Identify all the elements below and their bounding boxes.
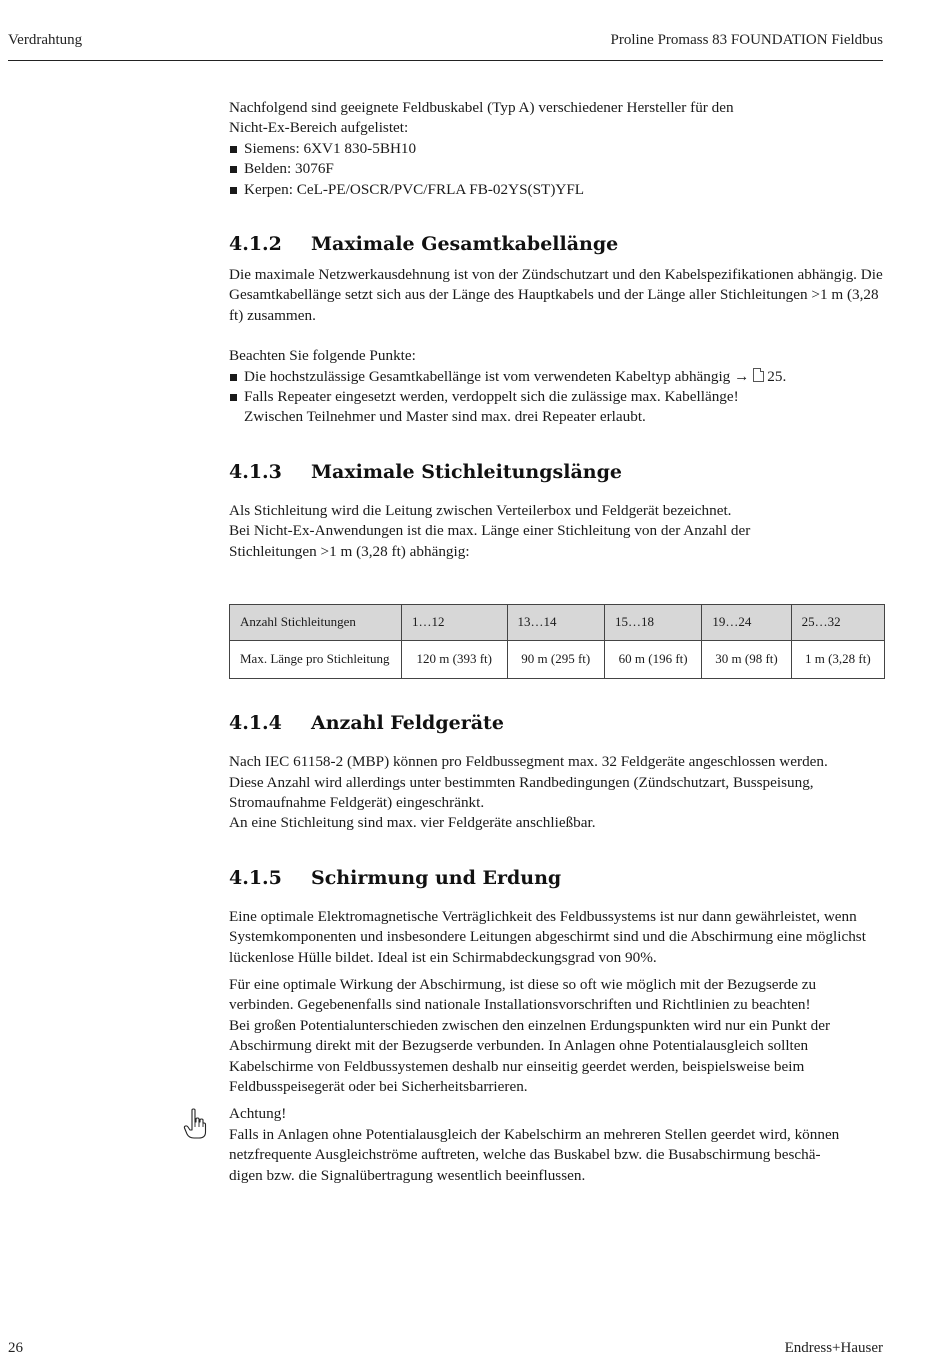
cable-manufacturer-list <box>229 139 889 200</box>
page-header <box>8 32 883 61</box>
paragraph-line: Kabelschirme von Feldbussystemen deshalb nur einseitig geerdet werden, beispielsweise beim <box>229 1057 805 1075</box>
table-row <box>230 641 885 679</box>
table-header-cell: 1…12 <box>402 605 508 641</box>
page-content <box>229 98 889 1186</box>
list-item-line-2: Zwischen Teilnehmer und Master sind max. drei Repeater erlaubt. <box>244 408 646 426</box>
table-header-cell: 13…14 <box>507 605 604 641</box>
stub-length-table <box>229 604 885 679</box>
paragraph-line: Bei Nicht-Ex-Anwendungen ist die max. Länge einer Stichleitung von der Anzahl der <box>229 522 751 540</box>
section-title: Maximale Stichleitungslänge <box>311 460 622 483</box>
caution-line: digen bzw. die Signalübertragung wesentlich beeinflussen. <box>229 1166 586 1184</box>
paragraph-line: Stromaufnahme Feldgerät) eingeschränkt. <box>229 793 485 811</box>
footer-brand: Endress+Hauser <box>784 1340 883 1356</box>
list-item <box>229 367 889 387</box>
section-title: Schirmung und Erdung <box>311 866 562 889</box>
section-title: Anzahl Feldgeräte <box>311 712 504 735</box>
list-item: Belden: 3076F <box>229 159 889 179</box>
paragraph-line: Bei großen Potentialunterschieden zwischen den einzelnen Erdungspunkten wird nur ein Punkt der <box>229 1016 831 1034</box>
page-reference-number[interactable]: 25. <box>767 367 787 385</box>
header-product-title: Proline Promass 83 FOUNDATION Fieldbus <box>610 32 883 48</box>
section-heading-4-1-3 <box>229 460 889 484</box>
table-cell: 60 m (196 ft) <box>604 641 701 679</box>
intro-block <box>229 98 889 200</box>
section-heading-4-1-5 <box>229 866 889 890</box>
table-cell: 30 m (98 ft) <box>702 641 791 679</box>
page-number: 26 <box>8 1340 23 1356</box>
intro-line-2: Nicht-Ex-Bereich aufgelistet: <box>229 119 409 137</box>
caution-label: Achtung! <box>229 1105 287 1123</box>
section-4-1-3-paragraph <box>229 501 889 562</box>
table-header-cell: 15…18 <box>604 605 701 641</box>
section-number: 4.1.2 <box>229 233 282 256</box>
table-header-cell: 19…24 <box>702 605 791 641</box>
paragraph-line: Nach IEC 61158-2 (MBP) können pro Feldbussegment max. 32 Feldgeräte angeschlossen werden. <box>229 753 828 771</box>
section-4-1-4-paragraph <box>229 752 889 834</box>
paragraph-line: An eine Stichleitung sind max. vier Feldgeräte anschließbar. <box>229 814 596 832</box>
paragraph-line: Als Stichleitung wird die Leitung zwischen Verteilerbox und Feldgerät bezeichnet. <box>229 501 732 519</box>
list-item <box>229 387 889 428</box>
table-header-cell: 25…32 <box>791 605 884 641</box>
table-cell: 1 m (3,28 ft) <box>791 641 884 679</box>
section-4-1-5-paragraph-2 <box>229 975 889 1097</box>
list-item: Siemens: 6XV1 830-5BH10 <box>229 139 889 159</box>
paragraph-line: verbinden. Gegebenenfalls sind nationale Installationsvorschriften und Richtlinien zu beachten! <box>229 996 811 1014</box>
paragraph-line: Diese Anzahl wird allerdings unter bestimmten Randbedingungen (Zündschutzart, Busspeisung, <box>229 773 814 791</box>
list-item-line-1: Falls Repeater eingesetzt werden, verdoppelt sich die zulässige max. Kabellänge! <box>244 388 739 406</box>
table-cell: 120 m (393 ft) <box>402 641 508 679</box>
page-reference-icon <box>753 368 764 382</box>
table-header-cell: Anzahl Stichleitungen <box>230 605 402 641</box>
section-number: 4.1.3 <box>229 460 282 483</box>
table-row-label: Max. Länge pro Stichleitung <box>230 641 402 679</box>
paragraph-line: Für eine optimale Wirkung der Abschirmung, ist diese so oft wie möglich mit der Bezugserde zu <box>229 975 817 993</box>
pointing-hand-icon <box>183 1108 207 1140</box>
paragraph-line: Abschirmung direkt mit der Bezugserde verbunden. In Anlagen ohne Potentialausgleich sollten <box>229 1037 809 1055</box>
paragraph-line: Stichleitungen >1 m (3,28 ft) abhängig: <box>229 542 470 560</box>
section-4-1-2-lead: Beachten Sie folgende Punkte: <box>229 347 416 365</box>
section-4-1-2-list <box>229 367 889 428</box>
section-number: 4.1.4 <box>229 712 282 735</box>
section-heading-4-1-4 <box>229 711 889 735</box>
intro-line-1: Nachfolgend sind geeignete Feldbuskabel (Typ A) verschiedener Hersteller für den <box>229 99 734 116</box>
section-4-1-2-paragraph: Die maximale Netzwerkausdehnung ist von der Zündschutzart und den Kabelspezifikationen abhängig. Die Gesamtkabellänge setzt sich aus der Länge des Hauptkabels und der Länge aller Stichleitungen >1 m (3,28 ft) zusammen. <box>229 266 883 324</box>
table-header-row <box>230 605 885 641</box>
list-item-text: Die hochstzulässige Gesamtkabellänge ist vom verwendeten Kabeltyp abhängig → <box>244 367 750 385</box>
caution-line: netzfrequente Ausgleichströme auftreten, welche das Buskabel bzw. die Busabschirmung beschä- <box>229 1146 821 1164</box>
section-4-1-5-paragraph-1: Eine optimale Elektromagnetische Verträglichkeit des Feldbussystems ist nur dann gewährleistet, wenn Systemkomponenten und insbesondere Leitungen abgeschirmt sind und die Abschirmung eine möglichst lückenlose Hülle bildet. Ideal ist ein Schirmabdeckungsgrad von 90%. <box>229 907 866 966</box>
paragraph-line: Feldbusspeisegerät oder bei Sicherheitsbarrieren. <box>229 1077 528 1095</box>
section-number: 4.1.5 <box>229 866 282 889</box>
header-section-title: Verdrahtung <box>8 32 83 48</box>
section-title: Maximale Gesamtkabellänge <box>311 233 619 256</box>
caution-line: Falls in Anlagen ohne Potentialausgleich der Kabelschirm an mehreren Stellen geerdet wird, können <box>229 1125 840 1143</box>
table-cell: 90 m (295 ft) <box>507 641 604 679</box>
caution-note <box>229 1104 889 1186</box>
section-heading-4-1-2 <box>229 232 889 256</box>
list-item: Kerpen: CeL-PE/OSCR/PVC/FRLA FB-02YS(ST)YFL <box>229 180 889 200</box>
